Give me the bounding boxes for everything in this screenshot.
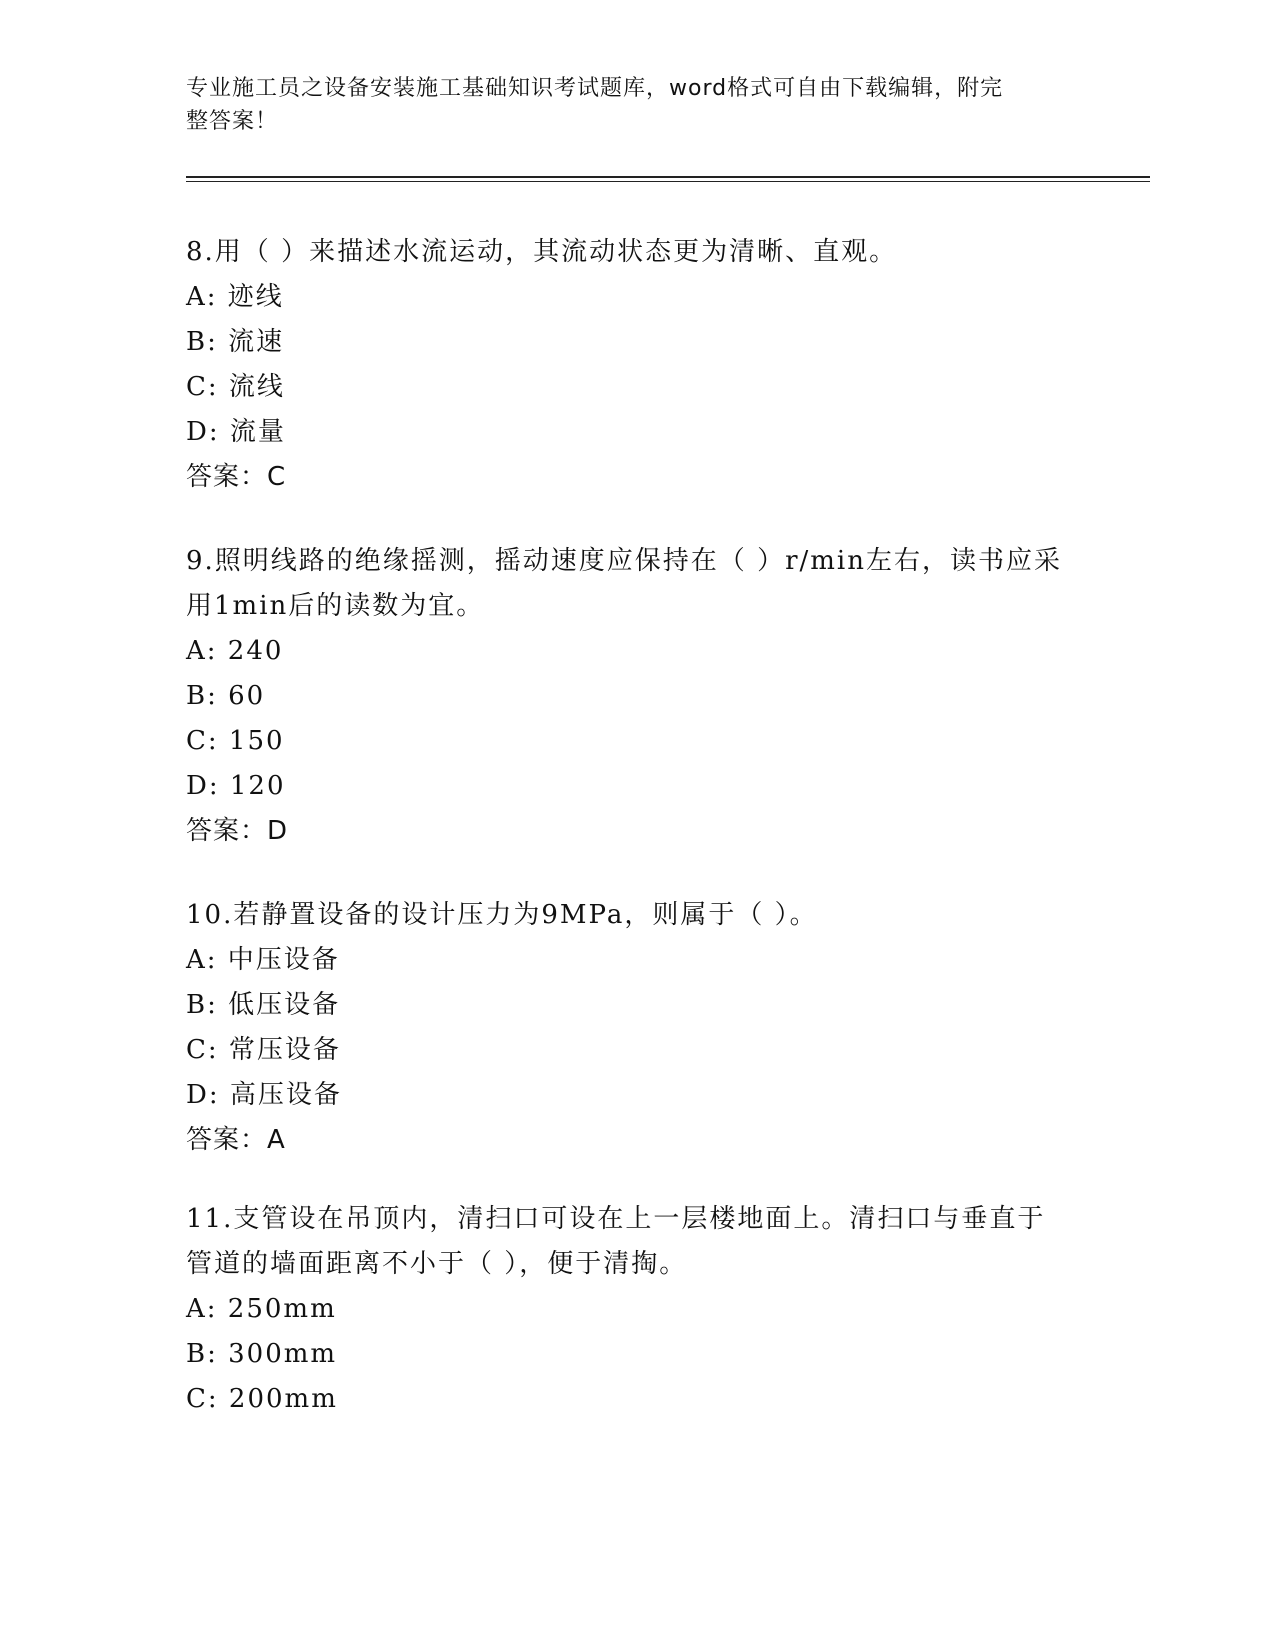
option-b: B: 300mm [186, 1339, 338, 1369]
option-a: A: 迹线 [186, 282, 284, 312]
option-c: C: 150 [186, 726, 285, 756]
option-c: C: 200mm [186, 1384, 338, 1414]
option-d: D: 120 [186, 771, 286, 801]
option-b: B: 60 [186, 681, 266, 711]
question-8 [186, 230, 1066, 500]
option-d: D: 高压设备 [186, 1080, 342, 1110]
option-a: A: 250mm [186, 1294, 337, 1324]
option-a: A: 240 [186, 636, 284, 666]
question-stem: 10.若静置设备的设计压力为9MPa，则属于（ ）。 [186, 900, 818, 930]
header-line-1: 专业施工员之设备安装施工基础知识考试题库，word格式可自由下载编辑，附完 [186, 76, 1004, 101]
option-c: C: 流线 [186, 372, 285, 402]
question-stem: 9.照明线路的绝缘摇测，摇动速度应保持在（ ）r/min左右，读书应采用1min后的读数为宜。 [186, 546, 1062, 621]
header-line-2: 整答案！ [186, 109, 279, 134]
question-11 [186, 1197, 1066, 1422]
answer: 答案：A [186, 1125, 286, 1155]
option-a: A: 中压设备 [186, 945, 340, 975]
answer: 答案：D [186, 816, 289, 846]
question-stem: 8.用（ ）来描述水流运动，其流动状态更为清晰、直观。 [186, 237, 898, 267]
header-divider-thick [186, 176, 1150, 178]
answer: 答案：C [186, 462, 287, 492]
header-divider-thin [186, 181, 1150, 182]
question-stem: 11.支管设在吊顶内，清扫口可设在上一层楼地面上。清扫口与垂直于管道的墙面距离不小于（ ），便于清掏。 [186, 1204, 1046, 1279]
option-c: C: 常压设备 [186, 1035, 341, 1065]
document-header [186, 72, 1066, 138]
question-9 [186, 539, 1066, 854]
option-b: B: 流速 [186, 327, 285, 357]
option-d: D: 流量 [186, 417, 286, 447]
question-10 [186, 893, 1066, 1163]
option-b: B: 低压设备 [186, 990, 341, 1020]
